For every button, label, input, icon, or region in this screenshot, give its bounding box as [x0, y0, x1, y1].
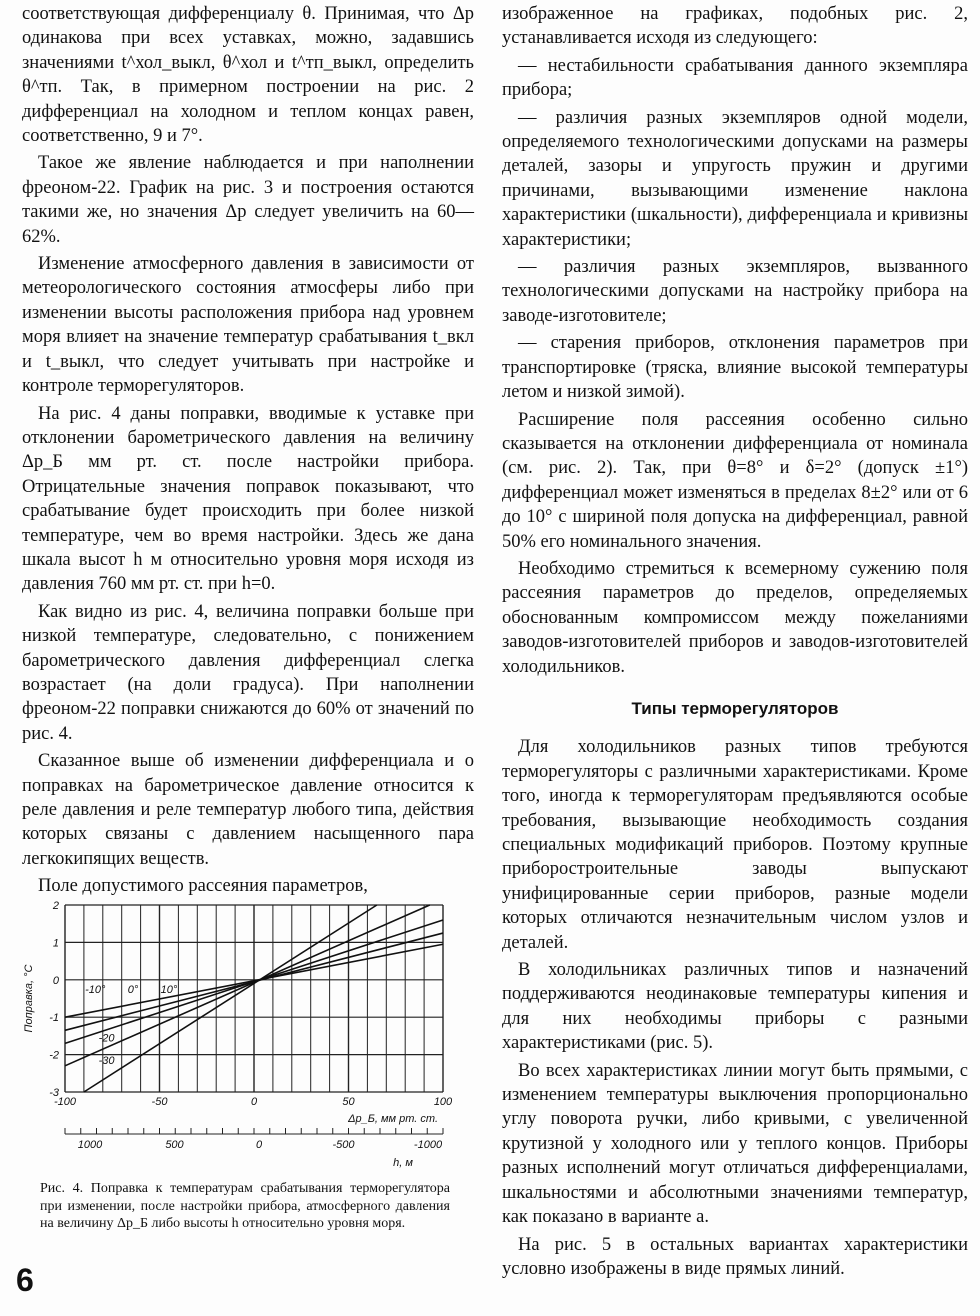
paragraph: — нестабильности срабатывания данного экземпляра прибора;	[502, 55, 968, 101]
paragraph: Во всех характеристиках линии могут быть прямыми, с изменением температуры выключения пропорционально углу поворота ручки, либо кривыми, с увеличенной крутизной у холодного или у теплого концов. Приборы разных исполнений могут отличаться дифференциалами, шкальностями и абсолютными значениями температур, как показано в варианте а.	[502, 1060, 968, 1228]
paragraph: Необходимо стремиться к всемерному сужению поля рассеяния параметров до пределов, определяемых обоснованным компромиссом между пожеланиями заводов-изготовителей приборов и заводов-изготовителей холодильников.	[502, 558, 968, 677]
x-tick-label: 50	[342, 1096, 355, 1108]
series-line	[65, 905, 430, 1066]
x-tick-label: -100	[53, 1096, 77, 1108]
paragraph: изображенное на графиках, подобных рис. 2, устанавливается исходя из следующего:	[502, 4, 968, 49]
left-column	[22, 2, 474, 899]
x-tick-label: 0	[250, 1096, 258, 1108]
series-label: 0°	[127, 983, 139, 996]
paragraph: Для холодильников разных типов требуются терморегуляторы с различными характеристиками. Кроме того, иногда к терморегуляторам предъявляются особые требования, вызывающие необходимость создания специальных модификаций приборов. Поэтому крупные приборостроительные заводы выпускают унифицированные серии приборов, разные модели которых отличаются незначительным числом узлов и деталей.	[502, 737, 968, 953]
y-tick-label: 2	[52, 900, 59, 912]
y-axis-label: Поправка, °С	[23, 964, 35, 1033]
y-tick-label: -3	[49, 1087, 59, 1099]
paragraph: Расширение поля рассеяния особенно сильно сказывается на отклонении дифференциала от номинала (см. рис. 2). Так, при θ=8° и δ=2° (допуск ±1°) дифференциал может изменяться в пределах 8±2° или от 6 до 10° с шириной поля допуска на дифференциал, равной 50% его номинального значения.	[502, 409, 968, 552]
paragraph: На рис. 5 в остальных вариантах характеристики условно изображены в виде прямых линий.	[502, 1234, 968, 1279]
secondary-tick-label: -1000	[413, 1139, 443, 1151]
paragraph: — старения приборов, отклонения параметров при транспортировке (тряска, влияние высокой температуры летом и низкой зимой).	[502, 333, 968, 403]
secondary-tick-label: -500	[332, 1139, 355, 1151]
right-column-part1	[502, 2, 968, 679]
x-tick-label: 100	[433, 1096, 453, 1108]
paragraph: Изменение атмосферного давления в зависимости от метеорологического состояния атмосферы либо при изменении высоты расположения прибора над уровнем моря влияет на значение температур срабатывания t_вкл и t_выкл, что следует учитывать при настройке и контроле терморегуляторов.	[22, 254, 474, 397]
x-tick-label: -50	[151, 1096, 168, 1108]
series-label: 10°	[160, 983, 178, 996]
series-label: -30	[98, 1054, 115, 1067]
secondary-tick-label: 1000	[77, 1139, 103, 1151]
right-column	[502, 2, 968, 1281]
series-label: -20	[98, 1032, 115, 1045]
right-column-part2	[502, 735, 968, 1281]
paragraph: Такое же явление наблюдается и при наполнении фреоном-22. График на рис. 3 и построения остаются такими же, но значения Δp следует увеличить на 60—62%.	[22, 153, 474, 247]
secondary-tick-label: 500	[165, 1139, 184, 1151]
section-heading: Типы терморегуляторов	[631, 698, 839, 718]
paragraph: Сказанное выше об изменении дифференциала и о поправках на барометрическое давление относится к реле давления и реле температур любого типа, действия которых связаны с давлением насыщенного пара легкокипящих веществ.	[22, 751, 474, 869]
secondary-tick-label: 0	[255, 1139, 263, 1151]
figure-caption: Рис. 4. Поправка к температурам срабатывания терморегулятора при изменении, после настройки прибора, атмосферного давления на величину Δp_Б либо высоты h относительно уровня моря.	[40, 1181, 450, 1231]
series-label: -10°	[85, 983, 106, 996]
paragraph: В холодильниках различных типов и назначений поддерживаются неодинаковые температуры кипения и для них необходимы приборы с разными характеристиками (рис. 5).	[502, 960, 968, 1054]
page-number: 6	[16, 1262, 34, 1298]
paragraph: Как видно из рис. 4, величина поправки больше при низкой температуре, следовательно, с понижением барометрического давления дифференциал слегка возрастает (на доли градуса). При наполнении фреоном-22 поправки снижаются до 60% от значений по рис. 4.	[22, 601, 474, 744]
paragraph: Поле допустимого рассеяния параметров,	[38, 876, 368, 897]
paragraph: — различия разных экземпляров одной модели, определяемого технологическими допусками на размеры деталей, зазоры и упругость пружин и другими причинами, вызывающими изменение наклона характеристики (шкальности), дифференциала и кривизны характеристики;	[502, 107, 968, 250]
paragraph: На рис. 4 даны поправки, вводимые к уставке при отклонении барометрического давления на величину Δp_Б мм рт. ст. после настройки прибора. Отрицательные значения поправок показывают, что срабатывание будет происходить при более низкой температуре, чем во время настройки. Здесь же дана шкала высот h м относительно уровня моря исходя из давления 760 мм рт. ст. при h=0.	[22, 403, 474, 595]
paragraph: — различия разных экземпляров, вызванного технологическими допусками на настройку прибора на заводе-изготовителе;	[502, 257, 968, 326]
secondary-axis-label: h, м	[393, 1157, 413, 1169]
y-tick-label: 0	[52, 974, 59, 987]
series-line	[84, 905, 377, 1092]
x-axis-label: Δp_Б, мм рт. ст.	[348, 1113, 438, 1125]
paragraph: соответствующая дифференциалу θ. Принимая, что Δp одинакова при всех уставках, можно, задавшись значениями t^хол_выкл, θ^хол и t^тп_выкл, определить θ^тп. Так, в примерном построении на рис. 2 дифференциал на холодном и теплом концах равен, соответственно, 9 и 7°.	[22, 4, 474, 147]
y-tick-label: -1	[49, 1012, 59, 1025]
y-tick-label: 1	[52, 937, 59, 950]
figure-4-chart	[20, 895, 460, 1175]
y-tick-label: -2	[49, 1049, 59, 1062]
